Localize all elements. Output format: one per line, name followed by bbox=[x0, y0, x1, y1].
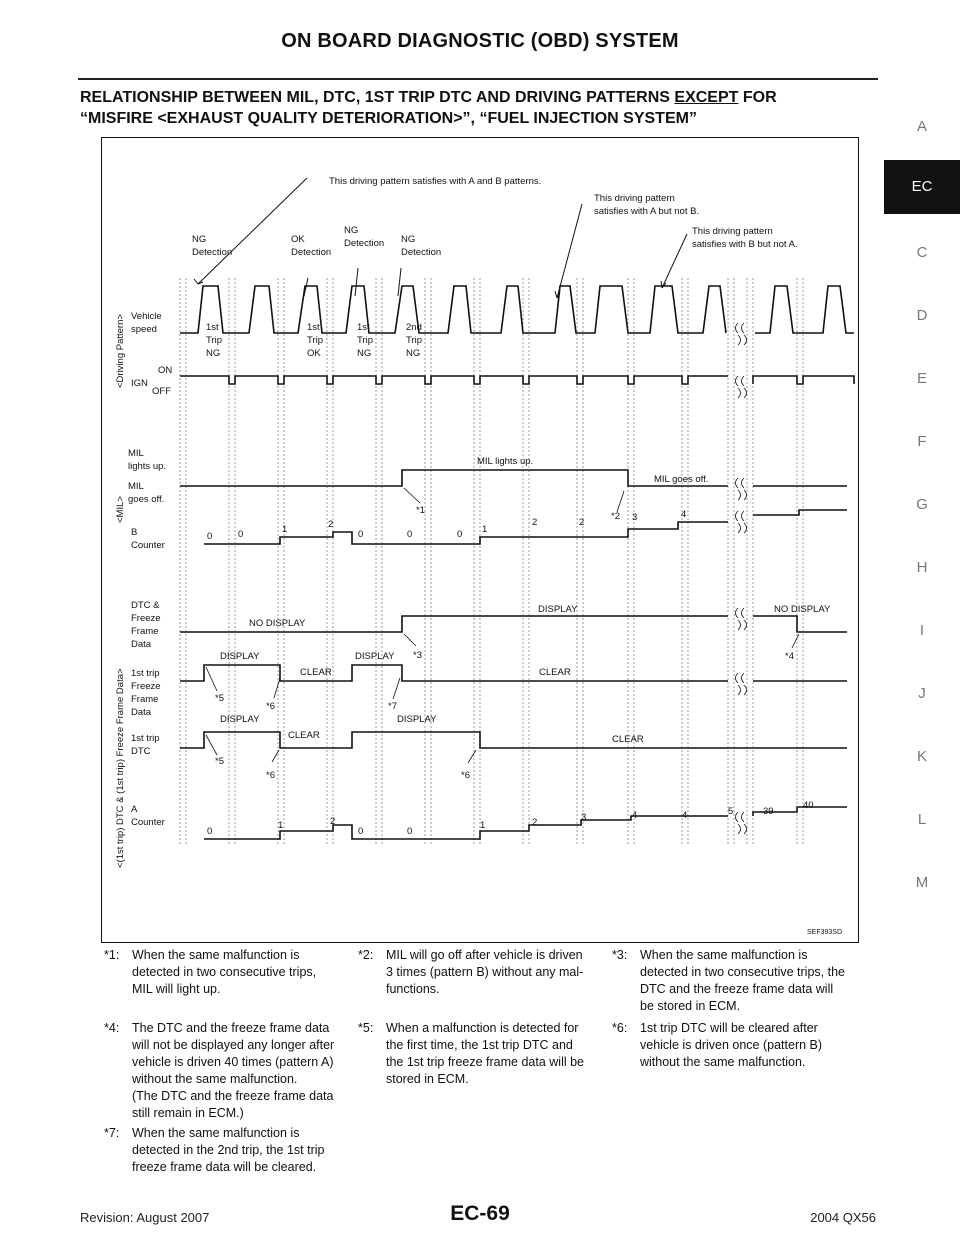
footer-revision: Revision: August 2007 bbox=[80, 1210, 210, 1225]
trip-2-l3: OK bbox=[307, 348, 321, 359]
marker-6b: *6 bbox=[266, 770, 275, 781]
row-ign-on: ON bbox=[158, 365, 173, 376]
trip-4-l1: 2nd bbox=[406, 322, 422, 333]
detection-3-l1: NG bbox=[344, 225, 359, 236]
a-value-12: 39 bbox=[763, 806, 774, 817]
trip-1-l3: NG bbox=[206, 348, 221, 359]
tab-h[interactable]: H bbox=[916, 559, 928, 576]
section-tab-list bbox=[884, 95, 960, 914]
state-trip-dtc-clear-1: CLEAR bbox=[288, 730, 320, 741]
marker-7: *7 bbox=[388, 701, 397, 712]
leader-trip-ffd-6 bbox=[274, 678, 280, 698]
callout-b-not-a-1: This driving pattern bbox=[692, 226, 773, 237]
state-trip-dtc-display-2: DISPLAY bbox=[397, 714, 437, 725]
state-mil-lights-up: MIL lights up. bbox=[477, 456, 534, 467]
state-trip-dtc-clear-2: CLEAR bbox=[612, 734, 644, 745]
trip-1-l1: 1st bbox=[206, 322, 219, 333]
row-trip-ffd-3: Frame bbox=[131, 694, 159, 705]
break-mark-ign bbox=[736, 376, 747, 398]
b-value-2: 0 bbox=[238, 529, 244, 540]
state-mil-goes-off: MIL goes off. bbox=[654, 474, 709, 485]
a-value-2: 1 bbox=[278, 820, 284, 831]
tab-j[interactable]: J bbox=[918, 685, 926, 702]
tab-a[interactable]: A bbox=[916, 118, 927, 135]
detection-1-l2: Detection bbox=[192, 247, 233, 258]
page-title: ON BOARD DIAGNOSTIC (OBD) SYSTEM bbox=[281, 30, 679, 52]
row-trip-ffd-2: Freeze bbox=[131, 681, 161, 692]
break-mark-b bbox=[736, 511, 747, 533]
row-dtc-ffd-1: DTC & bbox=[131, 600, 160, 611]
detection-4-l1: NG bbox=[401, 234, 416, 245]
callout-a-not-b-2: satisfies with A but not B. bbox=[594, 206, 700, 217]
leader-trip-ffd-7 bbox=[393, 678, 400, 699]
detection-4-l2: Detection bbox=[401, 247, 442, 258]
group-label-mil: <MIL> bbox=[115, 496, 126, 523]
b-value-8: 1 bbox=[482, 524, 488, 535]
a-value-7: 2 bbox=[532, 817, 538, 828]
row-trip-dtc-2: DTC bbox=[131, 746, 151, 757]
leader-dtc-3 bbox=[404, 634, 416, 646]
b-value-5: 0 bbox=[358, 529, 364, 540]
heading-suffix: FOR bbox=[738, 89, 777, 106]
break-mark-speed bbox=[736, 323, 747, 345]
leader-trip-ffd-5 bbox=[206, 667, 217, 691]
state-dtc-no-display-1: NO DISPLAY bbox=[249, 618, 306, 629]
state-trip-ffd-clear-2: CLEAR bbox=[539, 667, 571, 678]
b-value-11: 3 bbox=[632, 512, 638, 523]
callout-a-not-b-1: This driving pattern bbox=[594, 193, 675, 204]
a-value-4: 0 bbox=[358, 826, 364, 837]
row-trip-ffd-4: Data bbox=[131, 707, 152, 718]
marker-4: *4 bbox=[785, 651, 794, 662]
marker-6c: *6 bbox=[461, 770, 470, 781]
break-mark-trip-ffd bbox=[736, 673, 747, 695]
trip-3-l1: 1st bbox=[357, 322, 370, 333]
row-ign: IGN bbox=[131, 378, 148, 389]
a-value-8: 3 bbox=[581, 812, 587, 823]
a-value-5: 0 bbox=[407, 826, 413, 837]
tab-k[interactable]: K bbox=[916, 748, 927, 765]
b-value-9: 2 bbox=[532, 517, 538, 528]
leader-mil-1 bbox=[404, 488, 420, 503]
tab-m[interactable]: M bbox=[915, 874, 929, 891]
row-b-counter-1: B bbox=[131, 527, 138, 538]
detection-1-l1: NG bbox=[192, 234, 207, 245]
a-value-6: 1 bbox=[480, 820, 486, 831]
b-value-7: 0 bbox=[457, 529, 463, 540]
row-ign-off: OFF bbox=[152, 386, 171, 397]
leader-dtc-4 bbox=[792, 634, 799, 648]
b-value-12: 4 bbox=[681, 509, 687, 520]
row-mil-off-1: MIL bbox=[128, 481, 144, 492]
row-mil-off-2: goes off. bbox=[128, 494, 165, 505]
break-mark-a bbox=[736, 812, 747, 834]
marker-1: *1 bbox=[416, 505, 425, 516]
trip-2-l2: Trip bbox=[307, 335, 324, 346]
marker-5b: *5 bbox=[215, 756, 224, 767]
marker-5: *5 bbox=[215, 693, 224, 704]
state-trip-ffd-display-1: DISPLAY bbox=[220, 651, 260, 662]
detection-3-l2: Detection bbox=[344, 238, 385, 249]
state-trip-dtc-display-1: DISPLAY bbox=[220, 714, 260, 725]
leader-trip-dtc-5 bbox=[206, 735, 217, 755]
break-mark-dtc bbox=[736, 608, 747, 630]
marker-3: *3 bbox=[413, 650, 422, 661]
a-value-10: 4 bbox=[682, 810, 688, 821]
state-dtc-no-display-2: NO DISPLAY bbox=[774, 604, 831, 615]
b-value-4: 2 bbox=[328, 519, 334, 530]
heading-line-1 bbox=[80, 87, 880, 108]
state-trip-ffd-display-2: DISPLAY bbox=[355, 651, 395, 662]
trip-3-l3: NG bbox=[357, 348, 372, 359]
row-mil-up-1: MIL bbox=[128, 448, 144, 459]
trip-1-l2: Trip bbox=[206, 335, 223, 346]
tab-f[interactable]: F bbox=[917, 433, 927, 450]
row-trip-ffd-1: 1st trip bbox=[131, 668, 160, 679]
trip-4-l2: Trip bbox=[406, 335, 423, 346]
row-a-counter-2: Counter bbox=[131, 817, 165, 828]
tab-ec[interactable]: EC bbox=[884, 160, 960, 214]
trip-4-l3: NG bbox=[406, 348, 421, 359]
figure-id: SEF393SD bbox=[807, 929, 843, 936]
row-mil-up-2: lights up. bbox=[128, 461, 167, 472]
row-b-counter-2: Counter bbox=[131, 540, 165, 551]
b-value-3: 1 bbox=[282, 524, 288, 535]
timing-diagram-svg bbox=[102, 138, 860, 944]
b-counter-waveform bbox=[204, 510, 847, 544]
detection-2-l2: Detection bbox=[291, 247, 332, 258]
timing-diagram bbox=[101, 137, 859, 943]
row-vehicle-speed-1: Vehicle bbox=[131, 311, 162, 322]
b-value-6: 0 bbox=[407, 529, 413, 540]
heading-line-2: “MISFIRE <EXHAUST QUALITY DETERIORATION>”, “FUEL INJECTION SYSTEM” bbox=[80, 110, 697, 127]
tab-d[interactable]: D bbox=[916, 307, 928, 324]
group-label-driving: <Driving Pattern> bbox=[115, 314, 126, 388]
a-value-9: 4 bbox=[632, 810, 638, 821]
tab-e[interactable]: E bbox=[916, 370, 927, 387]
a-value-3: 2 bbox=[330, 816, 336, 827]
break-mark-mil bbox=[736, 478, 747, 500]
detection-2-l1: OK bbox=[291, 234, 305, 245]
tab-i[interactable]: I bbox=[919, 622, 925, 639]
trip-3-l2: Trip bbox=[357, 335, 374, 346]
trip-2-l1: 1st bbox=[307, 322, 320, 333]
leader-trip-dtc-6b bbox=[468, 750, 476, 763]
callout-ab: This driving pattern satisfies with A and B patterns. bbox=[329, 176, 542, 187]
row-dtc-ffd-3: Frame bbox=[131, 626, 159, 637]
page-number: EC-69 bbox=[450, 1202, 510, 1225]
group-label-dtc: <(1st trip) DTC & (1st trip) Freeze Frame Data> bbox=[115, 668, 126, 868]
a-value-13: 40 bbox=[803, 800, 814, 811]
a-counter-waveform bbox=[204, 807, 847, 839]
a-value-11: 5 bbox=[728, 806, 734, 817]
tab-g[interactable]: G bbox=[916, 496, 928, 513]
leader-mil-2 bbox=[617, 491, 624, 512]
row-trip-dtc-1: 1st trip bbox=[131, 733, 160, 744]
heading-underlined-word: EXCEPT bbox=[674, 89, 739, 106]
a-value-1: 0 bbox=[207, 826, 213, 837]
tab-c[interactable]: C bbox=[916, 244, 928, 261]
vehicle-speed-waveform bbox=[180, 286, 854, 333]
b-value-1: 0 bbox=[207, 531, 213, 542]
state-dtc-display: DISPLAY bbox=[538, 604, 578, 615]
row-dtc-ffd-4: Data bbox=[131, 639, 152, 650]
state-trip-ffd-clear-1: CLEAR bbox=[300, 667, 332, 678]
marker-6: *6 bbox=[266, 701, 275, 712]
row-a-counter-1: A bbox=[131, 804, 138, 815]
section-heading bbox=[80, 87, 880, 129]
row-vehicle-speed-2: speed bbox=[131, 324, 157, 335]
row-dtc-ffd-2: Freeze bbox=[131, 613, 161, 624]
b-value-10: 2 bbox=[579, 517, 585, 528]
heading-prefix: RELATIONSHIP BETWEEN MIL, DTC, 1ST TRIP DTC AND DRIVING PATTERNS bbox=[80, 89, 675, 106]
ign-waveform bbox=[180, 376, 854, 384]
title-rule bbox=[78, 78, 878, 80]
footer-model: 2004 QX56 bbox=[810, 1210, 876, 1225]
callout-b-not-a-2: satisfies with B but not A. bbox=[692, 239, 798, 250]
marker-2: *2 bbox=[611, 511, 620, 522]
tab-l[interactable]: L bbox=[917, 811, 927, 828]
